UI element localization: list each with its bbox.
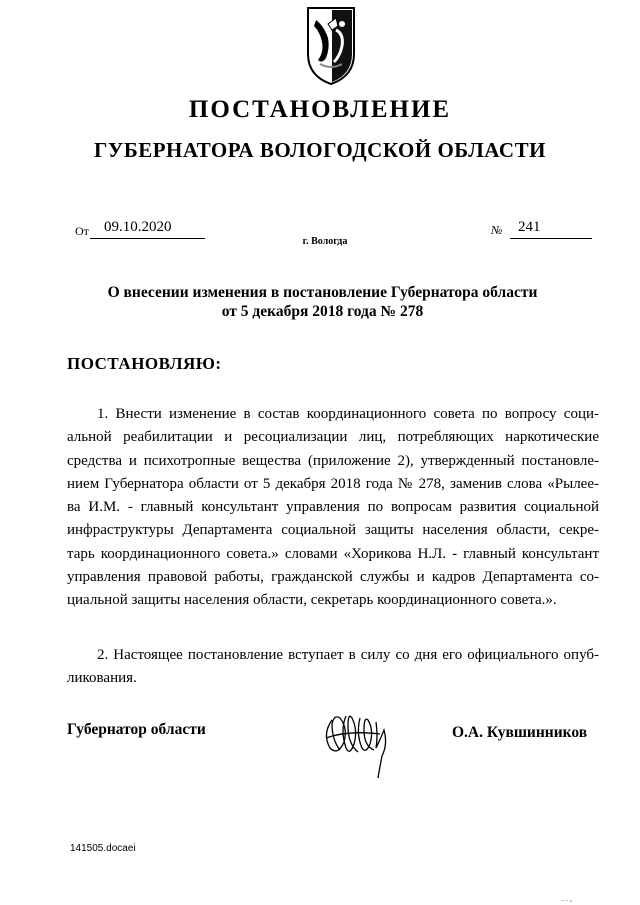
text-line: ва И.М. - главный консультант управления по вопросам развития социальной bbox=[67, 499, 599, 516]
scan-marks: . . , bbox=[562, 894, 572, 903]
date-label: От bbox=[75, 224, 89, 238]
paragraph-1 bbox=[67, 403, 599, 613]
text-line: альной реабилитации и ресоциализации лиц, потребляющих наркотические bbox=[67, 429, 599, 446]
text-line: ликования. bbox=[67, 670, 137, 687]
resolve-heading: ПОСТАНОВЛЯЮ: bbox=[67, 354, 222, 373]
handwritten-signature bbox=[318, 700, 408, 780]
text-line: 2. Настоящее постановление вступает в силу со дня его официального опуб- bbox=[97, 647, 599, 663]
paragraph-2 bbox=[67, 644, 599, 691]
text-line: 1. Внести изменение в состав координационного совета по вопросу соци- bbox=[97, 406, 599, 422]
number-label: № bbox=[491, 223, 503, 237]
document-subtitle: ГУБЕРНАТОРА ВОЛОГОДСКОЙ ОБЛАСТИ bbox=[94, 138, 546, 162]
text-line: инфраструктуры Департамента социальной защиты населения области, секре- bbox=[67, 522, 599, 539]
text-line: средства и психотропные вещества (приложение 2), утвержденный постановле- bbox=[67, 452, 599, 469]
coat-of-arms-icon bbox=[302, 4, 360, 88]
document-subject bbox=[70, 283, 575, 321]
signatory-title: Губернатор области bbox=[67, 721, 206, 738]
city: г. Вологда bbox=[302, 236, 348, 247]
number-value: 241 bbox=[518, 219, 541, 235]
signatory-name: О.А. Кувшинников bbox=[452, 724, 588, 741]
text-line: управления правовой работы, гражданской службы и кадров Департамента со- bbox=[67, 569, 599, 586]
text-line: нием Губернатора области от 5 декабря 2018 года № 278, заменив слова «Рылее- bbox=[67, 475, 599, 492]
file-reference: 141505.docaei bbox=[70, 843, 136, 854]
text-line: циальной защиты населения области, секретарь координационного совета.». bbox=[67, 592, 557, 609]
document-title: ПОСТАНОВЛЕНИЕ bbox=[188, 96, 452, 123]
date-value: 09.10.2020 bbox=[104, 219, 172, 235]
text-line: тарь координационного совета.» словами «Хорикова Н.Л. - главный консультант bbox=[67, 545, 599, 562]
subject-line: от 5 декабря 2018 года № 278 bbox=[221, 303, 424, 320]
subject-line: О внесении изменения в постановление Губернатора области bbox=[107, 284, 538, 301]
